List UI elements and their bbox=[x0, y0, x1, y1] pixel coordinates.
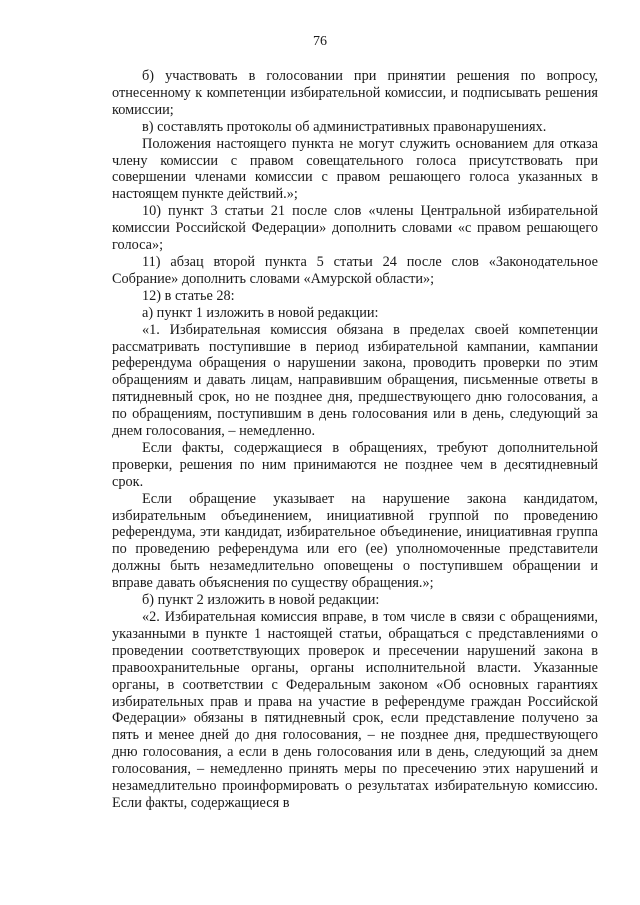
paragraph-item-11: 11) абзац второй пункта 5 статьи 24 после слов «Законодательное Собрание» дополнить словами «Амурской области»; bbox=[112, 253, 598, 287]
page-number: 76 bbox=[313, 34, 327, 49]
paragraph-provisions: Положения настоящего пункта не могут служить основанием для отказа члену комиссии с правом совещательного голоса присутствовать при совершении членами комиссии с правом решающего голоса указанных в настоящем пункте действий.»; bbox=[112, 135, 598, 203]
paragraph-violation-notice: Если обращение указывает на нарушение закона кандидатом, избирательным объединением, инициативной группой по проведению референдума, эти кандидат, избирательное объединение, инициативная группа по проведению референдума или его (ее) уполномоченные представители должны быть незамедлительно оповещены о поступившем обращении и вправе давать объяснения по существу обращения.»; bbox=[112, 490, 598, 592]
paragraph-subitem-b-new-edition: б) пункт 2 изложить в новой редакции: bbox=[142, 592, 380, 609]
paragraph-additional-check: Если факты, содержащиеся в обращениях, требуют дополнительной проверки, решения по ним принимаются не позднее чем в десятидневный срок. bbox=[112, 439, 598, 490]
paragraph-subitem-a: а) пункт 1 изложить в новой редакции: bbox=[142, 304, 379, 321]
paragraph-clause-1: «1. Избирательная комиссия обязана в пределах своей компетенции рассматривать поступившие в период избирательной кампании, кампании референдума обращения о нарушении закона, проводить проверки по этим обращениям и давать лицам, направившим обращения, письменные ответы в пятидневный срок, но не позднее дня, предшествующего дню голосования, а по обращениям, поступившим в день голосования или в день, следующий за днем голосования, – немедленно. bbox=[112, 321, 598, 440]
document-body bbox=[112, 68, 598, 812]
paragraph-subitem-b-voting: б) участвовать в голосовании при принятии решения по вопросу, отнесенному к компетенции избирательной комиссии, и подписывать решения комиссии; bbox=[112, 68, 598, 118]
paragraph-item-10: 10) пункт 3 статьи 21 после слов «члены Центральной избирательной комиссии Российской Федерации» дополнить словами «с правом решающего голоса»; bbox=[112, 203, 598, 254]
paragraph-item-12: 12) в статье 28: bbox=[142, 287, 235, 304]
paragraph-subitem-v-protocols: в) составлять протоколы об административных правонарушениях. bbox=[142, 118, 547, 135]
paragraph-clause-2: «2. Избирательная комиссия вправе, в том числе в связи с обращениями, указанными в пункте 1 настоящей статьи, обращаться с представлениями о проведении соответствующих проверок и пресечении нарушений закона в правоохранительные органы, органы исполнительной власти. Указанные органы, в соответствии с Федеральным законом «Об основных гарантиях избирательных прав и права на участие в референдуме граждан Российской Федерации» обязаны в пятидневный срок, если представление получено за пять и менее дней до дня голосования, – не позднее дня, предшествующего дню голосования, а если в день голосования или в день, следующий за днем голосования, – немедленно принять меры по пресечению этих нарушений и незамедлительно проинформировать о результатах избирательную комиссию. Если факты, содержащиеся в bbox=[112, 609, 598, 811]
